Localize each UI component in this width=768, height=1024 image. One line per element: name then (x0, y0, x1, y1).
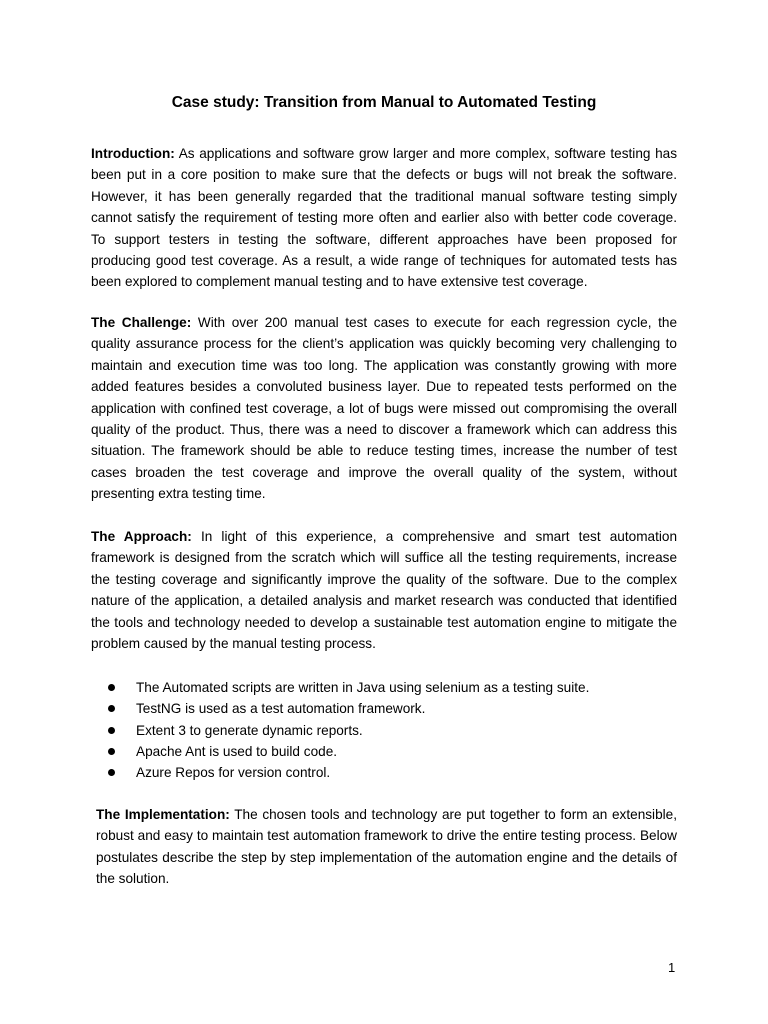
bullet-item (108, 762, 589, 783)
introduction-heading: Introduction: (91, 146, 175, 161)
bullet-text: Azure Repos for version control. (136, 765, 331, 781)
implementation-body: The chosen tools and technology are put together to form an extensible, robust and easy to maintain test automation framework to drive the entire testing process. Below postulates describe the step by step implementation of the automation engine and the details of the solution. (96, 807, 677, 887)
implementation-heading: The Implementation: (96, 807, 230, 822)
bullet-dot-icon (108, 727, 115, 734)
bullet-text: Extent 3 to generate dynamic reports. (136, 722, 363, 738)
introduction-paragraph (91, 143, 677, 293)
bullet-dot-icon (108, 684, 115, 691)
approach-body: In light of this experience, a comprehensive and smart test automation framework is designed from the scratch which will suffice all the testing requirements, increase the testing coverage and significantly improve the quality of the software. Due to the complex nature of the application, a detailed analysis and market research was conducted that identified the tools and technology needed to develop a sustainable test automation engine to mitigate the problem caused by the manual testing process. (91, 529, 677, 652)
document-title: Case study: Transition from Manual to Automated Testing (171, 94, 597, 111)
bullet-text: TestNG is used as a test automation framework. (136, 701, 426, 717)
bullet-item (108, 698, 589, 719)
bullet-dot-icon (108, 748, 115, 755)
introduction-body: As applications and software grow larger and more complex, software testing has been put in a core position to make sure that the defects or bugs will not break the software. However, it has been generally regarded that the traditional manual software testing simply cannot satisfy the requirement of testing more often and earlier also with better code coverage. To support testers in testing the software, different approaches have been proposed for producing good test coverage. As a result, a wide range of techniques for automated tests has been explored to complement manual testing and to have extensive test coverage. (91, 146, 677, 290)
tools-bullet-list (108, 677, 589, 783)
bullet-item (108, 720, 589, 741)
implementation-paragraph (96, 804, 677, 890)
bullet-item (108, 677, 589, 698)
approach-paragraph (91, 526, 677, 654)
bullet-text: Apache Ant is used to build code. (136, 743, 338, 759)
bullet-text: The Automated scripts are written in Java using selenium as a testing suite. (136, 680, 590, 695)
challenge-paragraph (91, 312, 677, 505)
bullet-dot-icon (108, 705, 115, 712)
approach-heading: The Approach: (91, 529, 192, 544)
bullet-item (108, 741, 589, 762)
page-number: 1 (668, 960, 676, 975)
challenge-body: With over 200 manual test cases to execute for each regression cycle, the quality assurance process for the client’s application was quickly becoming very challenging to maintain and execution time was too long. The application was constantly growing with more added features besides a convoluted business layer. Due to repeated tests performed on the application with confined test coverage, a lot of bugs were missed out compromising the overall quality of the product. Thus, there was a need to discover a framework which can address this situation. The framework should be able to reduce testing times, increase the number of test cases broaden the test coverage and improve the overall quality of the system, without presenting extra testing time. (91, 315, 678, 502)
bullet-dot-icon (108, 769, 115, 776)
challenge-heading: The Challenge: (91, 315, 192, 330)
